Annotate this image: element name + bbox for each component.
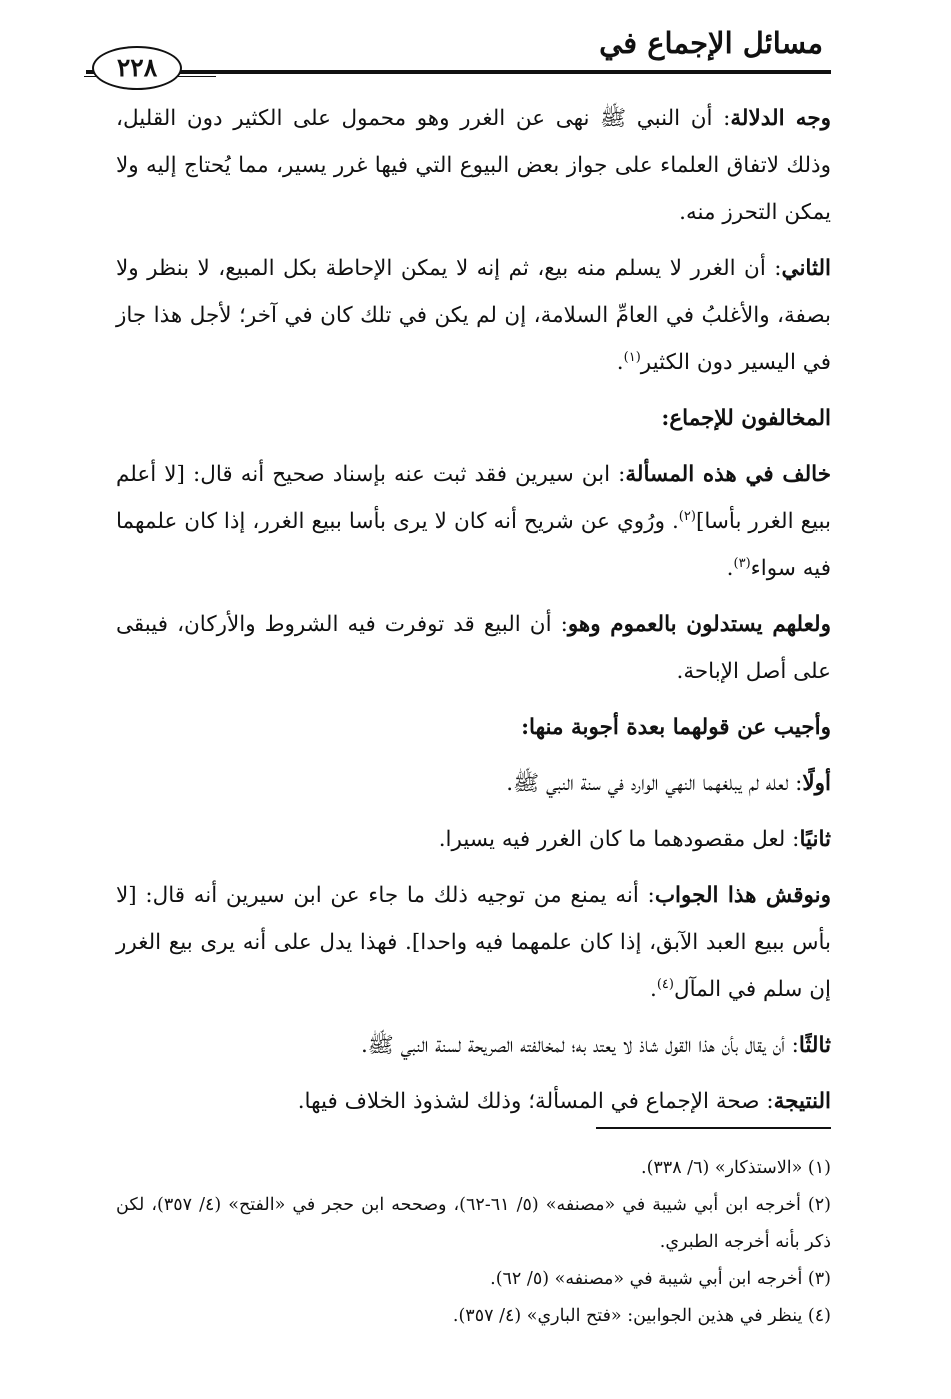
paragraph-lead: ثانيًا xyxy=(799,827,831,852)
paragraph xyxy=(116,760,831,807)
paragraph-tail: . ورُوي عن شريح أنه كان لا يرى بأسا ببيع الغرر، إذا كان علمهما فيه سواء xyxy=(116,509,831,581)
footnote-ref[interactable]: (١) xyxy=(623,349,641,365)
conclusion xyxy=(116,1078,831,1125)
main-text xyxy=(116,95,831,1134)
paragraph-text: : أن البيع قد توفرت فيه الشروط والأركان، فيبقى على أصل الإباحة. xyxy=(116,612,831,684)
section-heading xyxy=(116,395,831,442)
paragraph-tail: . xyxy=(616,350,624,375)
paragraph-text: : لعله لم يبلغهما النهي الوارد في سنة النبي ﷺ. xyxy=(506,771,803,796)
section-heading xyxy=(116,704,831,751)
paragraph-text: : أن الغرر لا يسلم منه بيع، ثم إنه لا يمكن الإحاطة بكل المبيع، لا بنظر ولا بصفة، والأغلبُ في العامِّ السلامة، إن لم يكن في تلك كان في آخر؛ لأجل هذا جاز في اليسير دون الكثير xyxy=(116,256,831,375)
footnotes xyxy=(116,1150,831,1335)
paragraph-lead: وجه الدلالة xyxy=(730,106,832,131)
paragraph xyxy=(116,872,831,1013)
paragraph-lead: خالف في هذه المسألة xyxy=(625,462,832,487)
paragraph-lead: ولعلهم يستدلون بالعموم وهو xyxy=(567,612,831,637)
footnote: (٣) أخرجه ابن أبي شيبة في «مصنفه» (٥/ ٦٢). xyxy=(490,1269,831,1289)
paragraph xyxy=(116,816,831,863)
paragraph-text: : أنه يمنع من توجيه ذلك ما جاء عن ابن سيرين أنه قال: [لا بأس ببيع العبد الآبق، إذا كان علمهما فيه واحدا]. فهذا يدل على أنه يرى بيع الغرر إن سلم في المآل xyxy=(116,883,831,1002)
paragraph-lead: ونوقش هذا الجواب xyxy=(654,883,831,908)
running-title: مسائل الإجماع في xyxy=(599,26,823,60)
header-rule xyxy=(86,70,831,74)
paragraph-text: : لعل مقصودهما ما كان الغرر فيه يسيرا. xyxy=(438,827,800,852)
paragraph-tail: . xyxy=(726,556,734,581)
paragraph-lead: ثالثًا xyxy=(798,1033,831,1058)
footnote-ref[interactable]: (٣) xyxy=(733,555,751,571)
page-number: ٢٢٨ xyxy=(92,46,182,90)
heading-text: وأجيب عن قولهما بعدة أجوبة منها: xyxy=(521,715,831,740)
footnote: (١) «الاستذكار» (٦/ ٣٣٨). xyxy=(641,1158,831,1178)
paragraph-text: : صحة الإجماع في المسألة؛ وذلك لشذوذ الخلاف فيها. xyxy=(297,1089,774,1114)
footnote: (٤) ينظر في هذين الجوابين: «فتح الباري» (٤/ ٣٥٧). xyxy=(452,1306,831,1326)
paragraph-lead: أولًا xyxy=(802,771,831,796)
paragraph-text: : ابن سيرين فقد ثبت عنه بإسناد صحيح أنه قال: [لا أعلم ببيع الغرر بأسا] xyxy=(116,462,831,534)
paragraph xyxy=(116,245,831,386)
paragraph xyxy=(116,95,831,236)
paragraph-lead: الثاني xyxy=(781,256,831,281)
paragraph xyxy=(116,451,831,592)
heading-text: المخالفون للإجماع: xyxy=(661,406,831,431)
paragraph xyxy=(116,1022,831,1069)
paragraph-text: : أن النبي ﷺ نهى عن الغرر وهو محمول على الكثير دون القليل، وذلك لاتفاق العلماء على جواز بعض البيوع التي فيها غرر يسير، مما يُحتاج إليه ولا يمكن التحرز منه. xyxy=(116,106,831,225)
footnote-separator xyxy=(596,1127,831,1129)
footnote-ref[interactable]: (٤) xyxy=(656,976,674,992)
footnote: (٢) أخرجه ابن أبي شيبة في «مصنفه» (٥/ ٦١-٦٢)، وصححه ابن حجر في «الفتح» (٤/ ٣٥٧)، لكن ذكر بأنه أخرجه الطبري. xyxy=(116,1195,831,1252)
paragraph xyxy=(116,601,831,695)
paragraph-text: : أن يقال بأن هذا القول شاذ لا يعتد به؛ لمخالفته الصريحة لسنة النبي ﷺ. xyxy=(360,1033,799,1058)
paragraph-tail: . xyxy=(649,977,657,1002)
page-header xyxy=(86,18,831,88)
footnote-ref[interactable]: (٢) xyxy=(678,508,696,524)
paragraph-lead: النتيجة xyxy=(773,1089,831,1114)
